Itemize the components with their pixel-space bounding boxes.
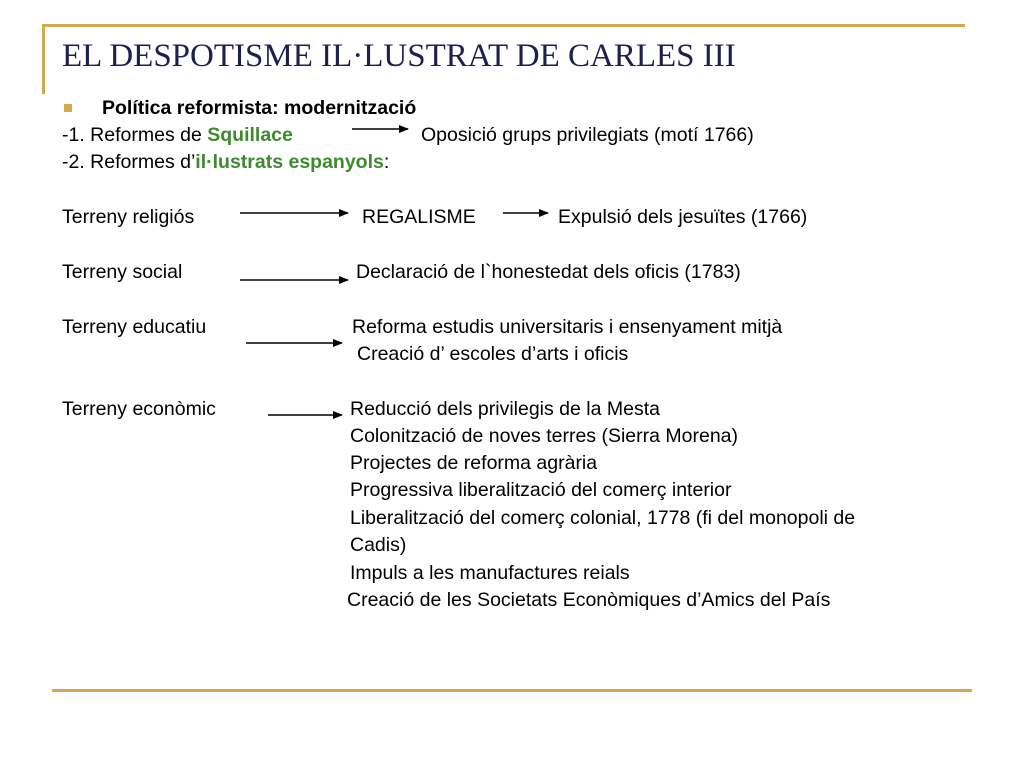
terrain-economic-item: Impuls a les manufactures reials — [350, 562, 630, 584]
square-bullet-icon — [64, 104, 72, 112]
terrain-economic-item: Progressiva liberalització del comerç interior — [350, 479, 732, 501]
terrain-educational-label: Terreny educatiu — [62, 316, 207, 338]
terrain-educational-item: Reforma estudis universitaris i ensenyament mitjà — [352, 316, 783, 338]
terrain-economic-item: Liberalització del comerç colonial, 1778 (fi del monopoli de — [350, 507, 856, 529]
reform-1-prefix: -1. Reformes de — [62, 124, 208, 146]
reform-1-result: Oposició grups privilegiats (motí 1766) — [421, 124, 754, 146]
terrain-economic-item: Projectes de reforma agrària — [350, 452, 598, 474]
bullet-heading: Política reformista: modernització — [102, 97, 417, 119]
reform-1-line — [62, 123, 293, 147]
terrain-economic-item: Cadis) — [350, 534, 407, 556]
reform-2-prefix: -2. Reformes d’ — [62, 151, 196, 173]
left-rule — [42, 24, 45, 94]
terrain-religious-middle: REGALISME — [362, 206, 476, 228]
slide-title: EL DESPOTISME IL·LUSTRAT DE CARLES III — [62, 38, 736, 74]
terrain-educational-item: Creació d’ escoles d’arts i oficis — [357, 343, 629, 365]
reform-1-highlight: Squillace — [207, 124, 293, 146]
terrain-economic-item: Colonització de noves terres (Sierra Morena) — [350, 425, 739, 447]
bottom-rule — [52, 689, 972, 692]
top-rule — [44, 24, 965, 27]
reform-2-highlight: il·lustrats espanyols — [195, 151, 384, 173]
terrain-economic-item: Reducció dels privilegis de la Mesta — [350, 398, 660, 420]
reform-2-suffix: : — [383, 151, 390, 173]
terrain-social-item: Declaració de l`honestedat dels oficis (1783) — [356, 261, 741, 283]
reform-2-line — [62, 150, 389, 174]
terrain-religious-label: Terreny religiós — [62, 206, 195, 228]
terrain-economic-label: Terreny econòmic — [62, 398, 216, 420]
terrain-religious-result: Expulsió dels jesuïtes (1766) — [558, 206, 808, 228]
terrain-social-label: Terreny social — [62, 261, 183, 283]
terrain-economic-item: Creació de les Societats Econòmiques d’Amics del País — [347, 589, 831, 611]
